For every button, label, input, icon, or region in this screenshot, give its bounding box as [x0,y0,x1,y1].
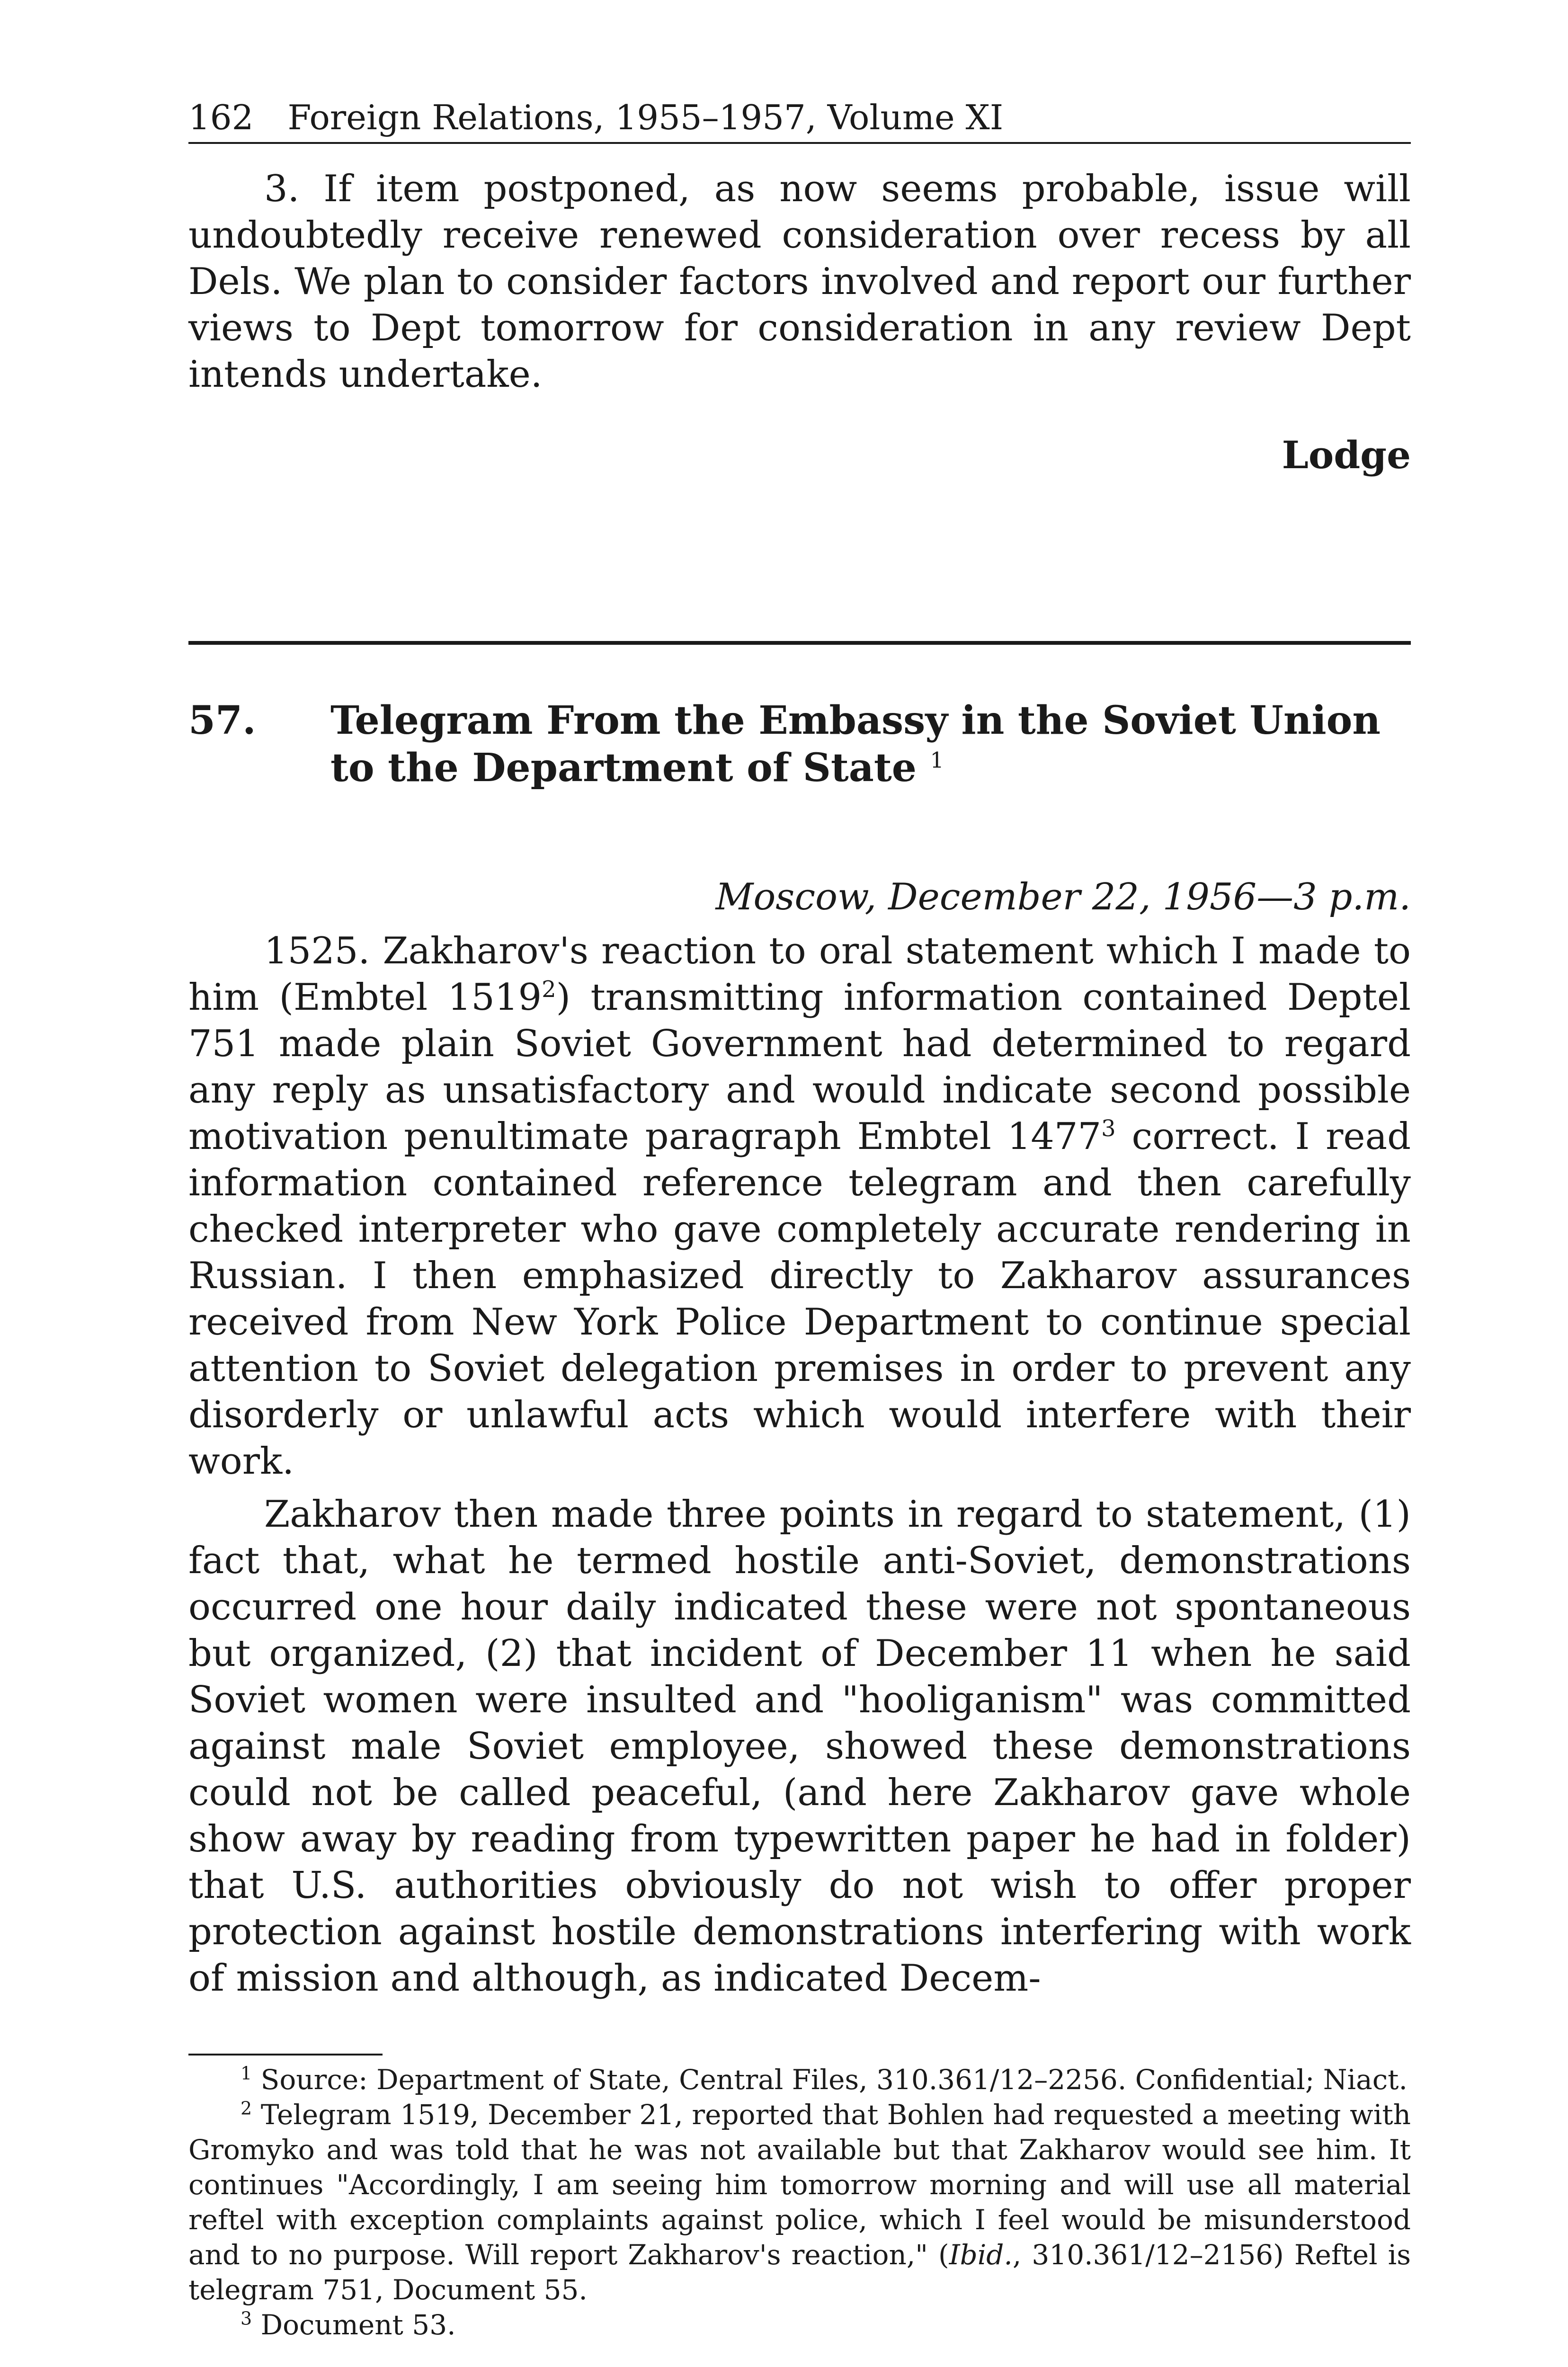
footnote-rule [188,2054,383,2056]
document-title: Telegram From the Embassy in the Soviet Union to the Department of State [330,698,1381,791]
page-number: 162 [188,98,254,137]
telegram-paragraph-2: Zakharov then made three points in regard to statement, (1) fact that, what he termed hostile anti-Soviet, demonstrations occurred one hour daily indicated these were not spontaneous but organized, (2) that incident of December 11 when he said Soviet women were insulted and "hooliganism" was committed against male Soviet employee, showed these demonstrations could not be called peaceful, (and here Zakharov gave whole show away by reading from typewritten paper he had in folder) that U.S. authorities obviously do not wish to offer proper protection against hostile demonstrations interfering with work of mission and although, as indicated Decem- [188,1493,1411,2000]
footnote-2 [188,2097,1411,2307]
footnote-1 [188,2062,1411,2097]
footnote-2-text-a: Telegram 1519, December 21, reported that Bohlen had requested a meeting with Gromyko and was told that he was not available but that Zakharov would see him. It continues "Accordingly, I am seeing him tomorrow morning and will use all material reftel with exception complaints against police, which I feel would be misunderstood and to no purpose. Will report Zakharov's reaction," ( [188,2099,1411,2271]
p1-part-b: ) transmitting information contained Deptel 751 made plain Soviet Government had determined to regard any reply as unsatisfactory and would indicate second possible motivation penultimate paragraph Embtel 1477 [188,976,1411,1158]
p1-part-a: 1525. Zakharov's reaction to oral statement which I made to him (Embtel 1519 [188,930,1411,1019]
footnote-2-text-b: , 310.361/12–2156) Reftel is telegram 751, Document 55. [188,2239,1411,2306]
footnote-3-text: Document 53. [260,2309,456,2341]
footnote-3-marker: 3 [241,2308,252,2329]
running-title: Foreign Relations, 1955–1957, Volume XI [287,98,1004,137]
footnote-1-text: Source: Department of State, Central Files, 310.361/12–2256. Confidential; Niact. [260,2064,1408,2096]
footnote-1-marker: 1 [241,2063,252,2084]
document-divider [188,641,1411,645]
signature-lodge: Lodge [1282,433,1411,477]
telegram-paragraph-1 [188,928,1411,1485]
footnote-marker-2: 2 [542,976,556,1003]
title-footnote-marker: 1 [930,747,944,773]
book-page [188,95,1411,2342]
footnote-marker-3: 3 [1101,1115,1116,1142]
document-number: 57. [188,698,256,743]
document-title-block [330,697,1411,792]
p1-part-c: correct. I read information contained reference telegram and then carefully checked interpreter who gave completely accurate rendering in Russian. I then emphasized directly to Zakharov assurances received from New York Police Department to continue special attention to Soviet delegation premises in order to prevent any disorderly or unlawful acts which would interfere with their work. [188,1115,1411,1483]
footnote-2-ibid: Ibid. [949,2239,1013,2271]
running-head [188,95,1411,144]
footnote-3 [188,2307,1411,2342]
footnote-2-marker: 2 [241,2098,252,2119]
document-heading [188,697,1411,792]
dateline: Moscow, December 22, 1956—3 p.m. [715,876,1411,918]
previous-doc-paragraph: 3. If item postponed, as now seems probable, issue will undoubtedly receive renewed consideration over recess by all Dels. We plan to consider factors involved and report our further views to Dept tomorrow for consideration in any review Dept intends undertake. [188,168,1411,396]
